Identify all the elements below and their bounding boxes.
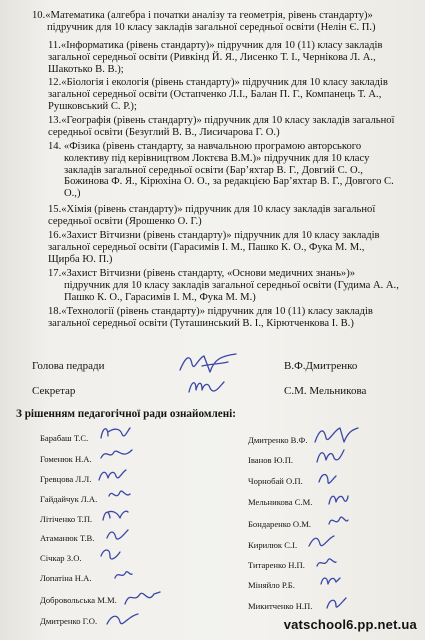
list-item: 12.«Біологія і екологія (рівень стандарту)» підручник для 10 класу закладів загальної середньої освіти (Остапченко Л.І., Балан П. Г., Компанець Т. А., Рушковський С. Р.); <box>48 77 388 112</box>
chair-title: Голова педради <box>32 360 105 372</box>
member-name: Іванов Ю.П. <box>248 455 294 465</box>
member-name: Чорнобай О.П. <box>248 476 303 486</box>
list-item: 16.«Захист Вітчизни (рівень стандарту)» підручник для 10 класу закладів загальної середньої освіти (Гарасимів І. М., Пашко К. О., Фука М. М., Щирба Ю. П.) <box>48 230 380 265</box>
list-item: 13.«Географія (рівень стандарту)» підручник для 10 класу закладів загальної середньої освіти (Безуглий В. В., Лисичарова Г. О.) <box>48 115 395 138</box>
member-signature <box>318 572 342 590</box>
member-name: Міняйло Р.Б. <box>248 580 295 590</box>
site-watermark: vatschool6.pp.net.ua <box>283 617 417 632</box>
member-name: Барабаш Т.С. <box>40 433 89 443</box>
member-name: Бондаренко О.М. <box>248 519 312 529</box>
chair-name: В.Ф.Дмитренко <box>284 360 358 372</box>
secretary-signature <box>186 376 226 398</box>
member-signature <box>324 594 348 612</box>
member-name: Кирилюк С.І. <box>248 540 298 550</box>
member-name: Дмитренко В.Ф. <box>248 435 308 445</box>
acknowledgement-heading: З рішенням педагогічної ради ознайомлені: <box>16 408 236 420</box>
member-signature <box>96 466 128 484</box>
member-name: Дмитренко Г.О. <box>40 616 98 626</box>
member-name: Літіченко Т.П. <box>40 514 93 524</box>
list-item: 10.«Математика (алгебра і початки аналізу та геометрія, рівень стандарту)» підручник для 10 класу закладів загальної середньої освіти (Нелін Є. П.) <box>32 10 376 33</box>
member-signature <box>122 588 162 608</box>
list-item: 18.«Технології (рівень стандарту)» підручник для 10 (11) класу закладів загальної середньої освіти (Туташинський В. І., Кірютченкова І. В.) <box>48 306 373 329</box>
member-signature <box>314 554 338 572</box>
member-signature <box>100 506 130 524</box>
member-name: Гоменюк Н.А. <box>40 454 92 464</box>
member-signature <box>314 446 346 466</box>
member-signature <box>316 470 338 488</box>
member-signature <box>112 566 134 584</box>
member-signature <box>98 424 132 442</box>
member-signature <box>326 512 350 530</box>
member-signature <box>104 526 130 544</box>
member-signature <box>306 532 336 552</box>
secretary-title: Секретар <box>32 385 76 397</box>
member-name: Лопатіна Н.А. <box>40 573 92 583</box>
secretary-name: С.М. Мельникова <box>284 385 367 397</box>
member-name: Гайдайчук Л.А. <box>40 494 98 504</box>
member-signature <box>312 424 360 448</box>
member-signature <box>98 546 122 564</box>
member-name: Гревцова Л.Л. <box>40 474 92 484</box>
member-name: Атаманюк Т.В. <box>40 533 95 543</box>
member-signature <box>98 446 134 464</box>
list-item: 17.«Захист Вітчизни (рівень стандарту, «Основи медичних знань»)» підручник для 10 класу закладів загальної середньої освіти (Гудима А. А., Пашко К. О., Гарасимів І. М., Фука М. М.) <box>48 268 399 303</box>
member-name: Титаренко Н.П. <box>248 560 305 570</box>
member-signature <box>326 490 350 508</box>
member-name: Січкар З.О. <box>40 553 82 563</box>
member-name: Мельникова С.М. <box>248 497 313 507</box>
member-name: Добровольська М.М. <box>40 595 117 605</box>
member-signature <box>106 486 132 504</box>
member-signature <box>104 610 140 630</box>
list-item: 11.«Інформатика (рівень стандарту)» підручник для 10 (11) класу закладів загальної середньої освіти (Ривкінд Й. Я., Лисенко Т. І., Чернікова Л. А., Шакотько В. В.); <box>48 40 383 75</box>
member-name: Микитченко Н.П. <box>248 601 313 611</box>
chair-signature <box>176 350 240 378</box>
list-item: 14. «Фізика (рівень стандарту, за навчальною програмою авторського колективу під керівництвом Локтєва В.М.)» підручник для 10 класу закладів загальної середньої освіти (Бар’яхтар В. Г., Довгий С. О., Божинова Ф. Я., Кірюхіна О. О., за редакцією Бар’яхтар В. Г., Довгого С. О.,) <box>48 141 394 200</box>
list-item: 15.«Хімія (рівень стандарту)» підручник для 10 класу закладів загальної середньої освіти (Ярошенко О. Г.) <box>48 204 376 227</box>
